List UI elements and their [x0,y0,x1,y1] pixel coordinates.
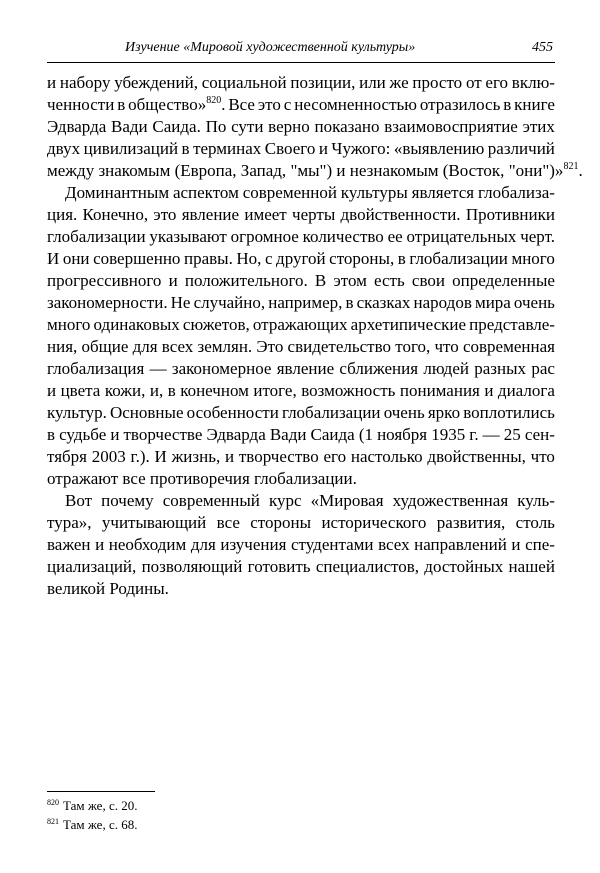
word: ния, [47,337,78,356]
word: современная [462,337,555,356]
word: современной [242,183,337,202]
footnote-text: Там же, с. 68. [63,817,138,832]
word: стороны, [329,249,395,268]
word: (Восток, [442,161,505,180]
footnote [47,815,137,834]
word: куль- [517,491,555,510]
word: учитывающий [101,513,207,532]
word: — [482,425,500,444]
word: нашей [508,557,555,576]
word: терминах [193,139,262,158]
word: Но, [236,249,262,268]
word: социальной [201,73,287,92]
word: Саида. [152,117,201,136]
word: его [485,73,509,92]
word: В [314,271,327,290]
word: этом [333,271,367,290]
word: цивилизаций [83,139,179,158]
header-rule [47,62,555,63]
word: глобализа- [478,183,555,202]
word: конечном [180,381,249,400]
word: огромное [230,227,299,246]
word: отражающих [252,315,348,334]
word: Вади [111,117,148,136]
word: И [154,447,167,466]
word: всех [161,337,194,356]
page-number: 455 [532,40,553,55]
word: художественная [392,491,509,510]
word: в [345,293,354,312]
text-line [47,270,555,292]
word: двух [47,139,81,158]
word: в [47,425,56,444]
word: 2003 [91,447,126,466]
word: архетипические [350,315,467,334]
text-line [47,490,555,512]
word: двойственны, [427,447,526,466]
text-line [47,578,555,600]
word: почему [101,491,154,510]
word: положительного. [184,271,308,290]
word: и [168,271,178,290]
text-line [47,204,555,226]
word: или [359,73,386,92]
word: черты [292,205,336,224]
word: рас [531,359,555,378]
word: г. [469,425,479,444]
word: определенные [452,271,555,290]
word: этих [522,117,555,136]
word: Вади [269,425,307,444]
word: того, [395,337,431,356]
word: двойственности. [340,205,461,224]
text-line [47,226,555,248]
word: общество»$^{820}$. [128,95,226,114]
word: «выявлению [393,139,485,158]
text-line [47,94,555,116]
paragraph [47,182,555,490]
word: позиции, [290,73,356,92]
word: особенности [186,403,279,422]
word: По [205,117,227,136]
word: количество [302,227,384,246]
word: — [149,359,167,378]
text-line [47,336,555,358]
word: несомненностью [294,95,417,114]
word: в [117,95,126,114]
text-line [47,468,555,490]
word: одинаковых [93,315,180,334]
word: стороны [250,513,312,532]
word: имеет [244,205,287,224]
word: показано [314,117,380,136]
word: столь [515,513,555,532]
word: изучения [220,535,287,554]
word: "они")»$^{821}$. [508,161,583,180]
word: случайно, [193,293,266,312]
word: его [323,447,347,466]
word: (Европа, [174,161,237,180]
text-line [47,248,555,270]
word: глобализации [281,403,381,422]
word: спе- [525,535,555,554]
word: ченности [47,95,115,114]
word: людей [423,359,469,378]
text-line [47,556,555,578]
word: сен- [524,425,555,444]
word: просто [412,73,463,92]
word: очень [383,403,425,422]
word: является [411,183,475,202]
word: важен [47,535,91,554]
word: совершенно [93,249,181,268]
word: убеждений, [114,73,198,92]
word: кожи, [104,381,146,400]
text-line [47,116,555,138]
text-line [47,358,555,380]
word: современный [162,491,260,510]
word: Доминантным [65,183,170,202]
word: все [122,469,146,488]
word: Родины. [109,579,169,598]
word: культуры [340,183,408,202]
word: (1 [358,425,373,444]
word: свидетельство [287,337,392,356]
word: курс [268,491,302,510]
word: глобализации [409,249,508,268]
word: разных [474,359,527,378]
word: другой [276,249,326,268]
word: цвета [60,381,101,400]
word: циализаций, [47,557,137,576]
word: специалистов, [315,557,419,576]
text-line [47,314,555,336]
word: они [62,249,90,268]
word: итоге, [253,381,297,400]
word: закономерности. [47,293,168,312]
word: Конечно, [82,205,149,224]
word: и [336,161,346,180]
word: мира [474,293,511,312]
word: взаимовосприятие [384,117,518,136]
word: же [389,73,409,92]
word: достойных [424,557,504,576]
word: закономерное [171,359,272,378]
word: черт. [520,227,555,246]
word: противоречия [149,469,250,488]
word: между [47,161,95,180]
word: с [264,249,273,268]
word: что [530,447,555,466]
footnote-number: 820 [47,798,59,807]
word: и [318,139,328,158]
word: аспектом [172,183,239,202]
word: развития, [436,513,506,532]
word: общие [81,337,129,356]
word: Это [256,337,284,356]
word: Чужого: [331,139,391,158]
word: для [190,535,216,554]
word: настолько [350,447,423,466]
word: понимания [399,381,480,400]
word: явление [276,359,335,378]
word: культур. [47,403,107,422]
word: тура», [47,513,92,532]
word: необходим [108,535,187,554]
text-line [47,534,555,556]
word: и [484,381,494,400]
word: и [225,447,235,466]
word: указывают [149,227,227,246]
word: много [511,249,555,268]
word: Запад, [240,161,287,180]
word: вклю- [511,73,555,92]
word: и [110,425,120,444]
text-line [47,160,583,182]
word: И [47,249,60,268]
word: книге [514,95,555,114]
word: великой [47,579,106,598]
word: правы. [183,249,233,268]
text-line [47,380,555,402]
word: Противники [465,205,555,224]
word: ция. [47,205,78,224]
text-line [47,512,555,534]
word: свои [411,271,445,290]
text-line [47,182,555,204]
footnote-rule [47,791,155,792]
word: Эдварда [47,117,107,136]
text-line [47,446,555,468]
word: диалога [497,381,555,400]
word: с [283,95,292,114]
word: и, [149,381,164,400]
paragraph [47,72,583,182]
word: ноября [377,425,428,444]
text-line [47,402,555,424]
word: направлений [414,535,507,554]
word: и [47,381,57,400]
word: например, [268,293,343,312]
word: Своего [264,139,316,158]
word: очень [513,293,555,312]
word: представле- [469,315,555,334]
word: различий [487,139,555,158]
word: отразилось [419,95,501,114]
running-head-title: Изучение «Мировой художественной культуры» [125,40,416,55]
word: Основные [109,403,184,422]
word: г.). [130,447,150,466]
word: явление [181,205,240,224]
word: и [95,535,105,554]
word: землян. [197,337,253,356]
word: отражают [47,469,119,488]
body-text [47,72,583,600]
word: Эдварда [206,425,266,444]
word: для [132,337,158,356]
text-line [47,424,555,446]
word: готовить [247,557,311,576]
footnotes [47,796,137,834]
word: что [434,337,459,356]
word: это [257,95,281,114]
word: ярко [427,403,461,422]
word: творчество [238,447,319,466]
word: много [47,315,91,334]
word: в [167,381,176,400]
footnote-ref: 821 [563,161,579,172]
word: сути [231,117,264,136]
word: Саида [310,425,355,444]
word: Не [170,293,191,312]
word: и [47,73,57,92]
word: в [503,95,512,114]
word: 1935 [431,425,466,444]
word: «Мировая [310,491,384,510]
word: все [216,513,240,532]
word: глобализации. [254,469,357,488]
footnote [47,796,137,815]
word: есть [374,271,405,290]
word: тября [47,447,87,466]
word: незнакомым [349,161,439,180]
word: позволяющий [141,557,243,576]
word: возможность [301,381,396,400]
text-line [47,292,555,314]
footnote-number: 821 [47,817,59,826]
word: судьбе [59,425,107,444]
word: набору [59,73,111,92]
word: и [511,535,521,554]
footnote-text: Там же, с. 20. [63,798,138,813]
word: жизнь, [171,447,221,466]
footnote-ref: 820 [206,95,222,106]
word: сюжетов, [182,315,250,334]
word: Вот [65,491,93,510]
word: верно [268,117,310,136]
word: отрицательных [406,227,517,246]
word: глобализация [47,359,145,378]
word: глобализации [47,227,146,246]
word: исторического [321,513,427,532]
word: сказках [356,293,411,312]
word: всех [378,535,410,554]
word: творчестве [123,425,203,444]
word: студентами [290,535,374,554]
word: знакомым [98,161,171,180]
paragraph [47,490,555,600]
word: Все [228,95,255,114]
word: 25 [503,425,521,444]
word: воплотились [463,403,555,422]
word: в [397,249,406,268]
word: прогрессивного [47,271,162,290]
word: это [153,205,177,224]
text-line [47,72,555,94]
word: народов [413,293,472,312]
word: сближения [339,359,419,378]
word: ее [387,227,403,246]
word: "мы") [290,161,333,180]
text-line [47,138,555,160]
word: в [181,139,190,158]
word: от [465,73,482,92]
